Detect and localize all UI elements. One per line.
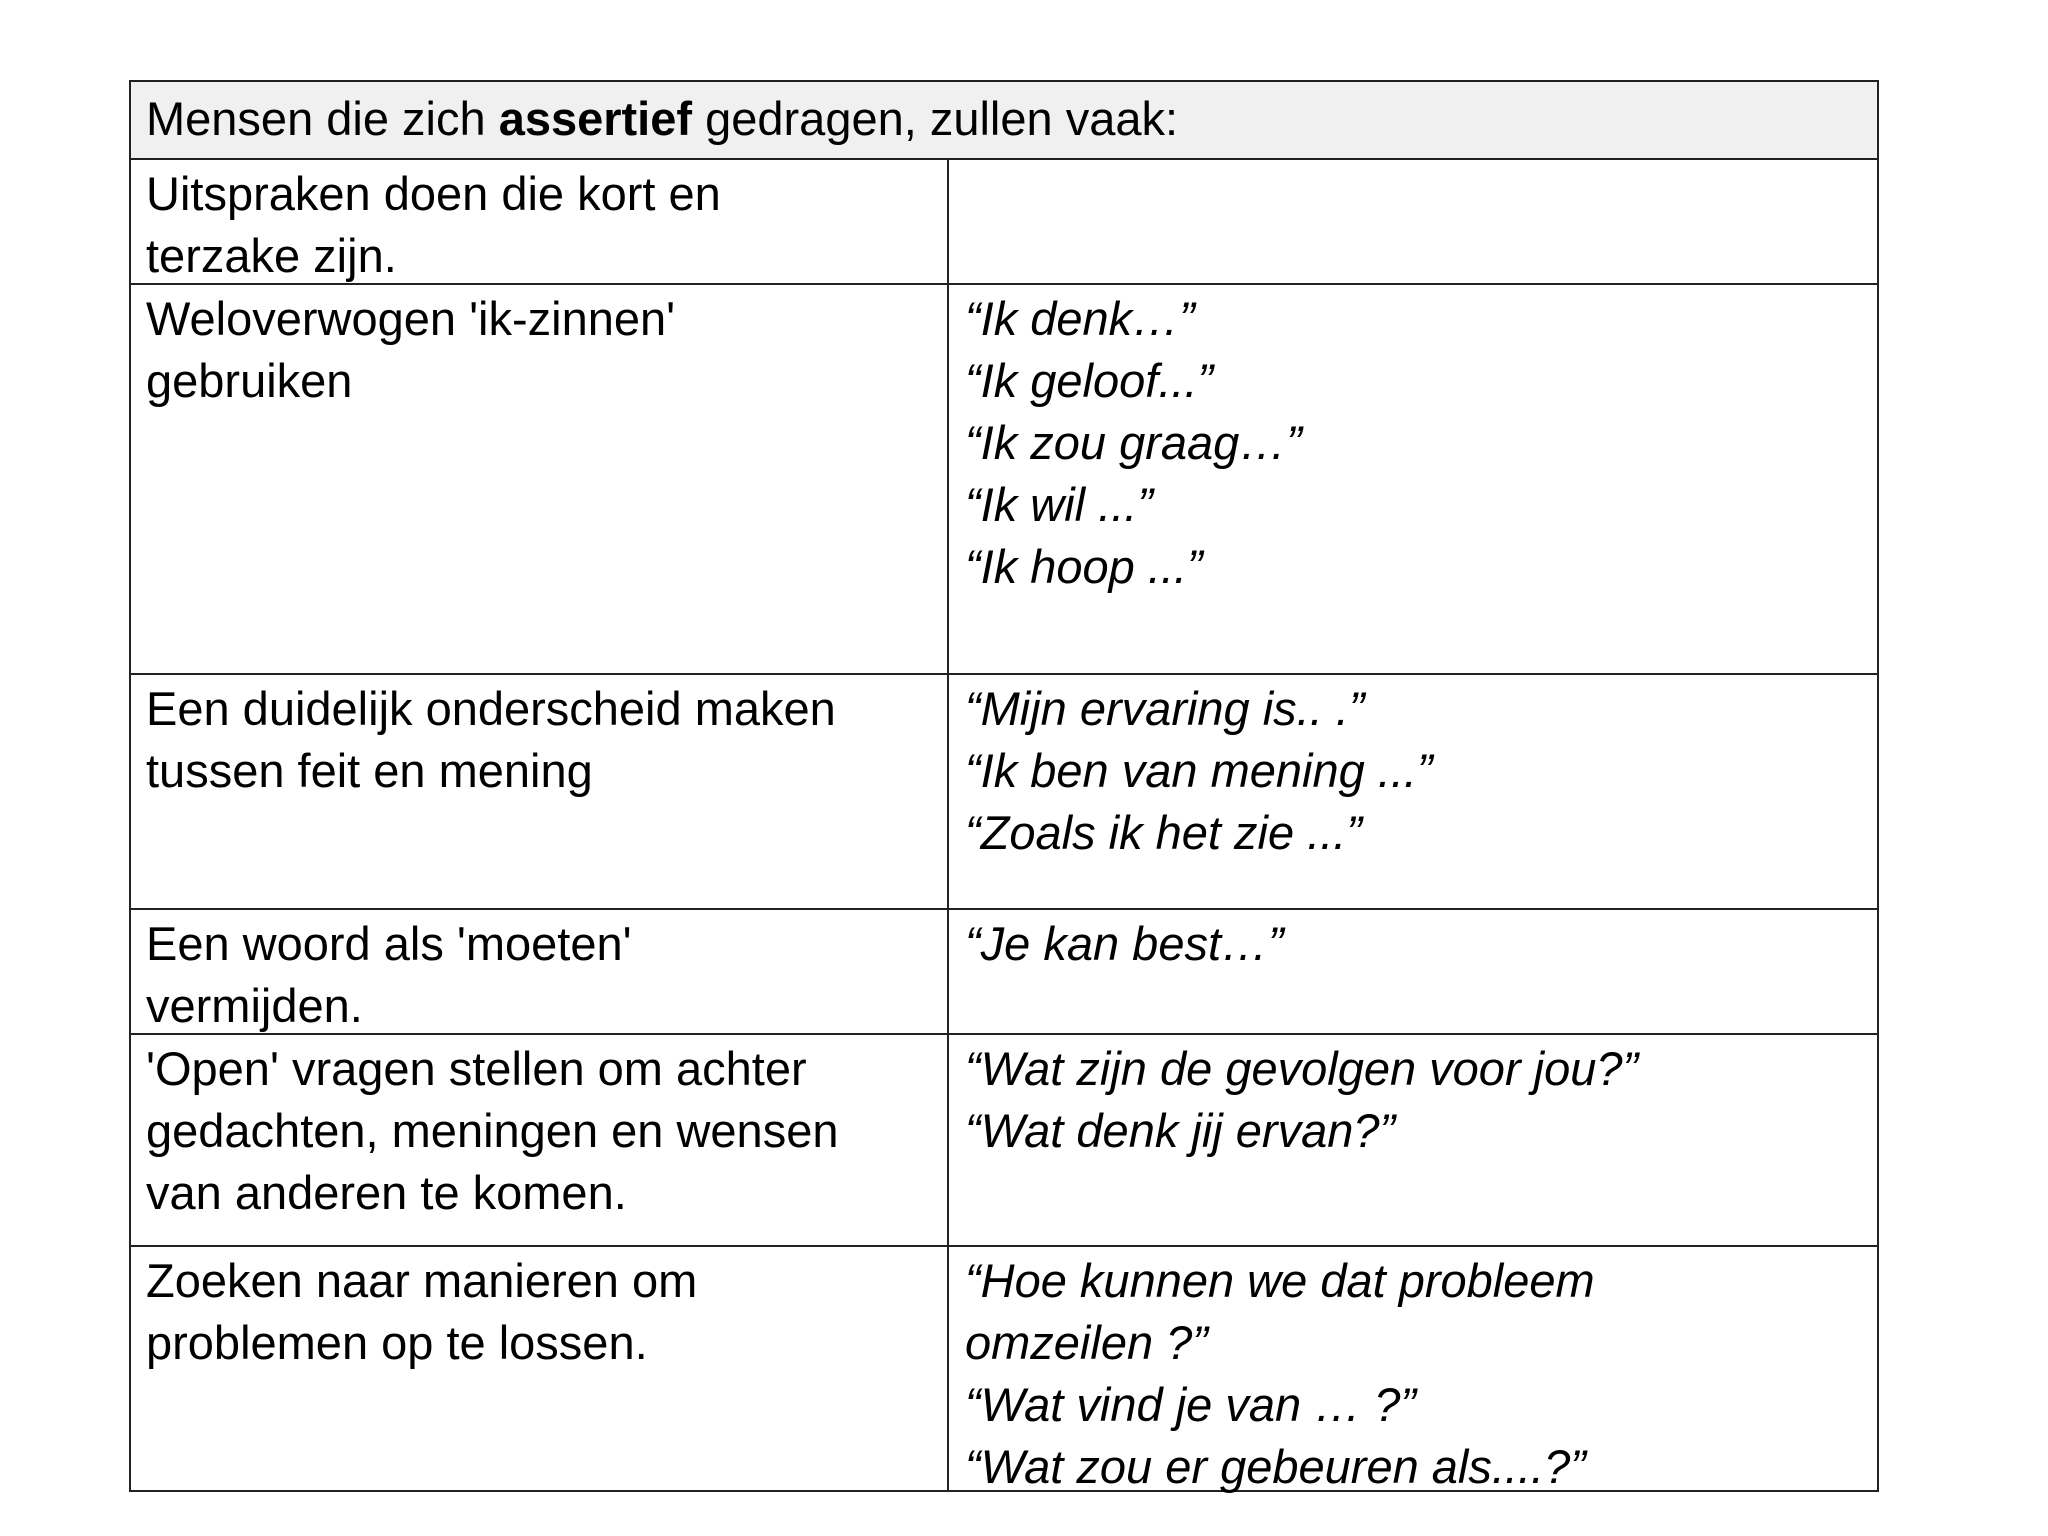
behavior-line: van anderen te komen. [146, 1166, 627, 1219]
header-suffix: gedragen, zullen vaak: [692, 92, 1179, 145]
examples-cell [949, 910, 1877, 1033]
example-line: “Ik wil ...” [965, 478, 1153, 531]
table-row [131, 285, 1877, 675]
behavior-line: gebruiken [146, 354, 353, 407]
behavior-line: terzake zijn. [146, 229, 397, 282]
behavior-cell [131, 675, 949, 908]
examples-cell [949, 1247, 1877, 1492]
header-text [146, 88, 1178, 150]
table-row [131, 1247, 1877, 1492]
example-line: “Ik denk…” [965, 292, 1195, 345]
example-line: “Je kan best…” [965, 917, 1284, 970]
example-line: “Hoe kunnen we dat probleem [965, 1254, 1595, 1307]
examples-cell [949, 675, 1877, 908]
example-line: “Ik ben van mening ...” [965, 744, 1433, 797]
example-line: “Ik geloof...” [965, 354, 1214, 407]
table-row [131, 160, 1877, 285]
assertive-behavior-table [129, 80, 1879, 1492]
example-line: “Wat zijn de gevolgen voor jou?” [965, 1042, 1639, 1095]
examples-cell [949, 160, 1877, 283]
example-line: “Mijn ervaring is.. .” [965, 682, 1365, 735]
table-row [131, 675, 1877, 910]
behavior-line: gedachten, meningen en wensen [146, 1104, 839, 1157]
behavior-line: vermijden. [146, 979, 363, 1032]
behavior-cell [131, 1035, 949, 1245]
example-line: “Ik zou graag…” [965, 416, 1302, 469]
example-line: “Wat vind je van … ?” [965, 1378, 1417, 1431]
behavior-line: tussen feit en mening [146, 744, 593, 797]
table-header [131, 82, 1877, 160]
example-line: “Wat denk jij ervan?” [965, 1104, 1396, 1157]
behavior-line: Weloverwogen 'ik-zinnen' [146, 292, 676, 345]
behavior-cell [131, 910, 949, 1033]
behavior-line: Zoeken naar manieren om [146, 1254, 698, 1307]
header-prefix: Mensen die zich [146, 92, 499, 145]
example-line: “Ik hoop ...” [965, 540, 1203, 593]
behavior-line: Een duidelijk onderscheid maken [146, 682, 836, 735]
example-line: omzeilen ?” [965, 1316, 1208, 1369]
behavior-line: Uitspraken doen die kort en [146, 167, 721, 220]
behavior-line: Een woord als 'moeten' [146, 917, 632, 970]
header-bold-word: assertief [498, 92, 693, 145]
examples-cell [949, 1035, 1877, 1245]
examples-cell [949, 285, 1877, 673]
example-line: “Zoals ik het zie ...” [965, 806, 1362, 859]
behavior-line: 'Open' vragen stellen om achter [146, 1042, 807, 1095]
behavior-line: problemen op te lossen. [146, 1316, 648, 1369]
behavior-cell [131, 1247, 949, 1492]
table-row [131, 910, 1877, 1035]
example-line: “Wat zou er gebeuren als....?” [965, 1440, 1586, 1493]
behavior-cell [131, 160, 949, 283]
behavior-cell [131, 285, 949, 673]
table-row [131, 1035, 1877, 1247]
